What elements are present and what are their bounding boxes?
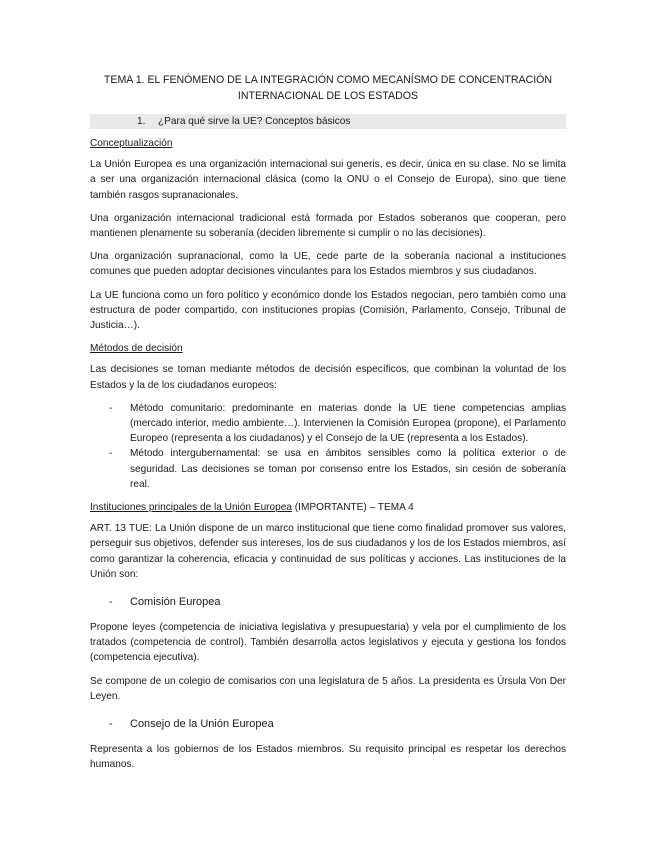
- section-number: 1.: [137, 116, 146, 127]
- section-title: ¿Para qué sirve la UE? Conceptos básicos: [158, 116, 351, 127]
- dash-bullet: -: [109, 402, 113, 414]
- paragraph: Representa a los gobiernos de los Estados miembros. Su requisito principal es respetar los derechos humanos.: [90, 744, 566, 771]
- dash-bullet: -: [109, 596, 113, 609]
- paragraph: La UE funciona como un foro político y económico donde los Estados negocian, pero también como una estructura de poder compartido, con instituciones propias (Comisión, Parlamento, Consejo, Tribunal de Justicia…).: [90, 289, 566, 332]
- list-item: [90, 401, 566, 447]
- paragraph: Las decisiones se toman mediante métodos de decisión específicos, que combinan la voluntad de los Estados y la de los ciudadanos europeos:: [90, 364, 566, 391]
- instituciones-heading-underlined: Instituciones principales de la Unión Europea: [90, 502, 292, 514]
- paragraph: Propone leyes (competencia de iniciativa legislativa y presupuestaria) y vela por el cumplimiento de los tratados (competencia de control). También desarrolla actos legislativos y ejecuta y gestiona los fondos (competencia ejecutiva).: [90, 622, 566, 664]
- document-title: TEMA 1. EL FENÓMENO DE LA INTEGRACIÓN COMO MECANÍSMO DE CONCENTRACIÓN INTERNACIONAL DE LOS ESTADOS: [103, 74, 553, 102]
- instituciones-heading: [90, 500, 566, 515]
- metodos-heading: Métodos de decisión: [90, 343, 183, 355]
- dash-bullet: -: [109, 718, 113, 731]
- conceptualizacion-heading: Conceptualización: [90, 138, 173, 149]
- paragraph: Se compone de un colegio de comisarios con una legislatura de 5 años. La presidenta es Úrsula Von Der Leyen.: [90, 675, 566, 702]
- document-content: [90, 73, 566, 781]
- instituciones-heading-note: (IMPORTANTE) – TEMA 4: [292, 502, 414, 514]
- comision-subheading: [90, 594, 566, 610]
- section-heading: [90, 114, 566, 129]
- paragraph: ART. 13 TUE: La Unión dispone de un marco institucional que tiene como finalidad promover sus valores, perseguir sus objetivos, defender sus intereses, los de sus ciudadanos y los de los Estados miembros, así como garantizar la coherencia, eficacia y continuidad de sus políticas y acciones. Las instituciones de la Unión son:: [90, 523, 566, 580]
- paragraph: Una organización supranacional, como la UE, cede parte de la soberanía nacional a instituciones comunes que pueden adoptar decisiones vinculantes para los Estados miembros y sus ciudadanos.: [90, 251, 566, 278]
- comision-label: Comisión Europea: [130, 596, 221, 609]
- list-item-text: Método comunitario: predominante en materias donde la UE tiene competencias amplias (mercado interior, medio ambiente…). Intervienen la Comisión Europea (propone), el Parlamento Europeo (representa a los ciudadanos) y el Consejo de la UE (representa a los Estados).: [130, 402, 566, 445]
- list-item: [90, 446, 566, 492]
- paragraph: Una organización internacional tradicional está formada por Estados soberanos que cooperan, pero mantienen plenamente su soberanía (deciden libremente si cumplir o no las decisiones).: [90, 212, 566, 240]
- metodos-list: [90, 401, 566, 492]
- list-item-text: Método intergubernamental: se usa en ámbitos sensibles como la política exterior o de seguridad. Las decisiones se toman por consenso entre los Estados, sin cesión de soberanía real.: [130, 448, 566, 490]
- dash-bullet: -: [109, 448, 113, 460]
- paragraph: La Unión Europea es una organización internacional sui generis, es decir, única en su clase. No se limita a ser una organización internacional clásica (como la ONU o el Consejo de Europa), sino que tiene también rasgos supranacionales.: [90, 159, 566, 201]
- consejo-label: Consejo de la Unión Europea: [130, 718, 274, 731]
- consejo-subheading: [90, 716, 566, 732]
